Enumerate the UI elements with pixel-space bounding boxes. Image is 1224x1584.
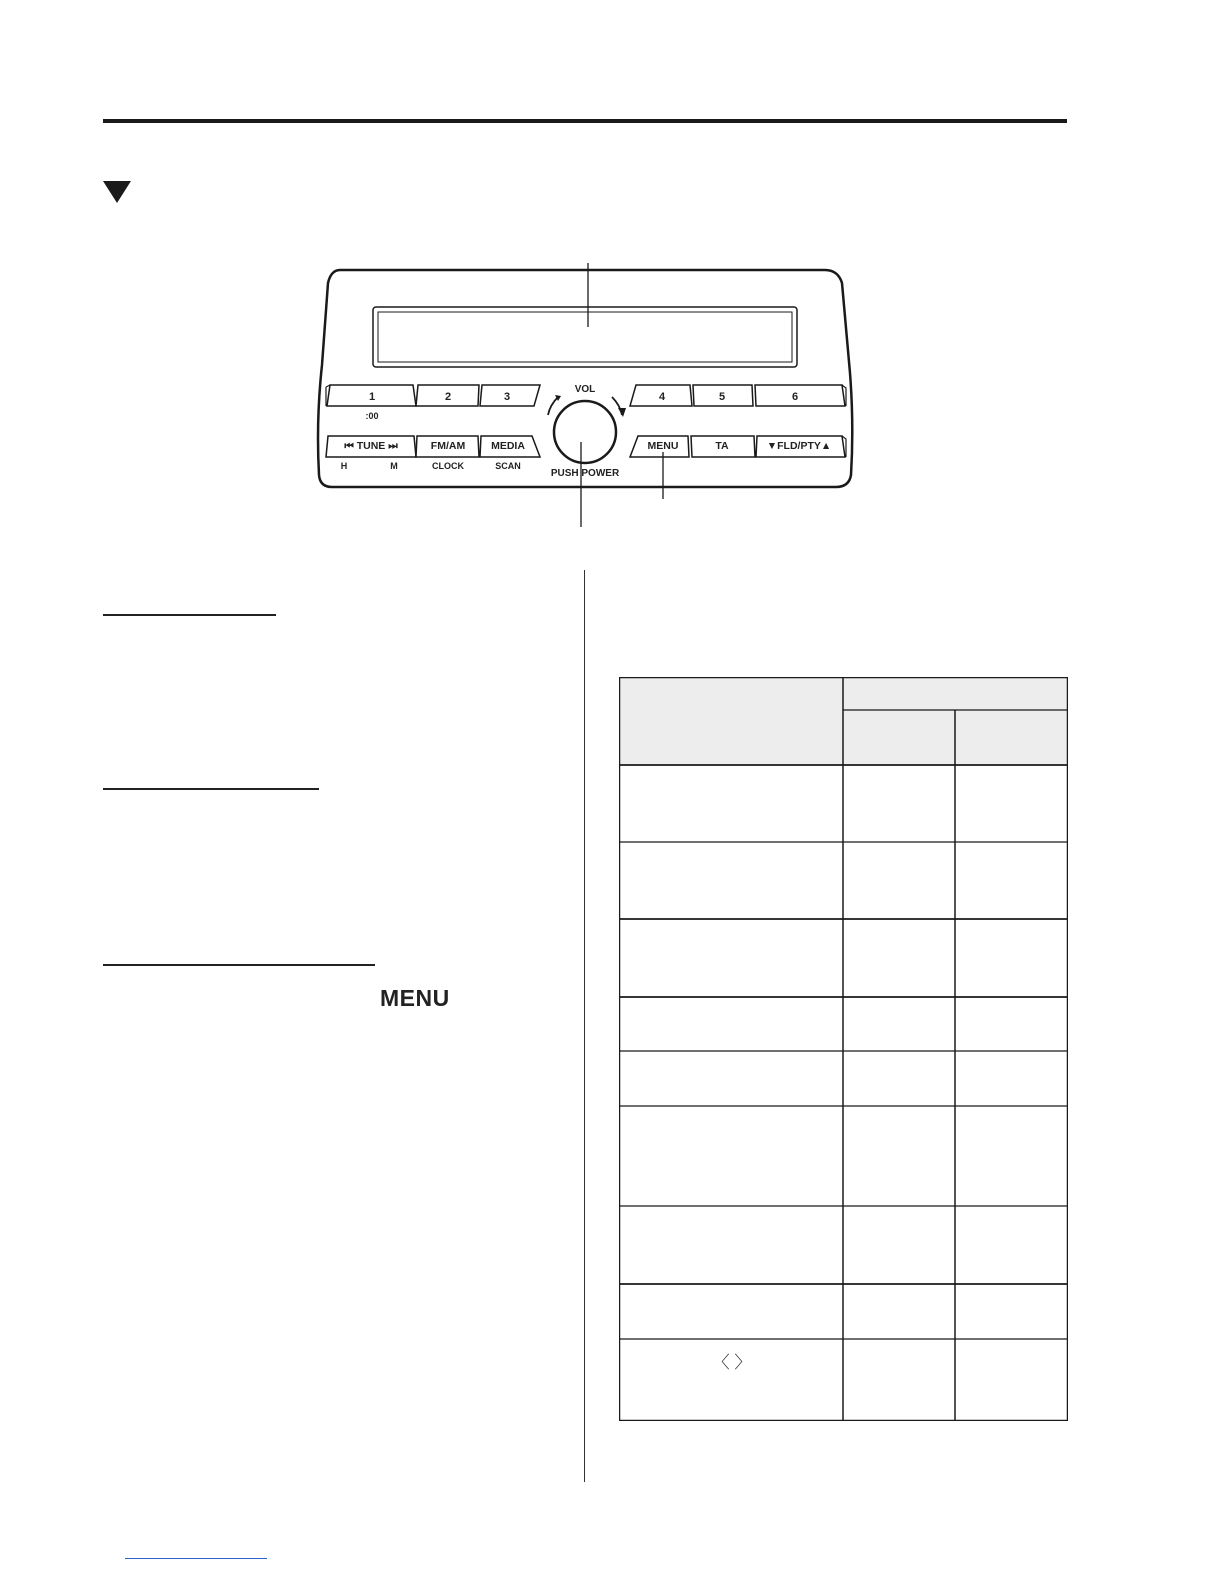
preset-1-sublabel: :00 [365, 411, 379, 421]
seek-back-icon: ⏮ [344, 440, 357, 452]
fmam-label: FM/AM [430, 440, 466, 452]
ta-label: TA [715, 440, 729, 452]
preset-6-label: 6 [791, 391, 799, 403]
display-window [373, 307, 797, 367]
tune-h-sublabel: H [340, 461, 348, 471]
header-rule [103, 119, 1067, 123]
scan-sublabel: SCAN [495, 461, 521, 471]
fmam-button[interactable] [416, 436, 479, 457]
fld-pty-label: ▼FLD/PTY▲ [766, 440, 832, 452]
vol-label: VOL [574, 384, 596, 395]
menu-keyword: MENU [380, 985, 450, 1011]
fld-pty-button[interactable] [756, 436, 846, 457]
menu-label: MENU [647, 440, 679, 452]
settings-table [619, 677, 1068, 1421]
preset-button-3[interactable] [480, 385, 540, 406]
tune-label: ⏮ TUNE ⏭ [344, 440, 398, 452]
subheading-rule-2 [103, 788, 319, 790]
preset-2-label: 2 [444, 391, 452, 403]
media-button[interactable] [480, 436, 540, 457]
power-volume-knob[interactable] [554, 401, 616, 463]
link-underline[interactable] [125, 1558, 267, 1559]
preset-button-6[interactable] [755, 385, 846, 406]
preset-button-4[interactable] [630, 385, 692, 406]
preset-3-label: 3 [503, 391, 511, 403]
subheading-rule-3 [103, 964, 375, 966]
tune-m-sublabel: M [390, 461, 398, 471]
ta-button[interactable] [691, 436, 755, 457]
preset-5-label: 5 [718, 391, 726, 403]
preset-1-label: 1 [368, 391, 376, 403]
left-right-arrows-icon: 〈 〉 [712, 1353, 752, 1372]
push-power-label: PUSH POWER [550, 468, 620, 479]
section-triangle-icon [103, 181, 131, 203]
media-label: MEDIA [491, 440, 525, 452]
audio-unit-illustration [300, 255, 860, 535]
column-divider [584, 570, 585, 1482]
subheading-rule-1 [103, 614, 276, 616]
preset-button-2[interactable] [416, 385, 479, 406]
preset-button-1[interactable] [326, 385, 416, 406]
preset-4-label: 4 [658, 391, 666, 403]
clock-sublabel: CLOCK [432, 461, 464, 471]
menu-button[interactable] [630, 436, 689, 457]
table-header-cell [619, 677, 843, 765]
tune-button[interactable] [326, 436, 416, 457]
preset-button-5[interactable] [693, 385, 753, 406]
seek-forward-icon: ⏭ [385, 440, 398, 452]
